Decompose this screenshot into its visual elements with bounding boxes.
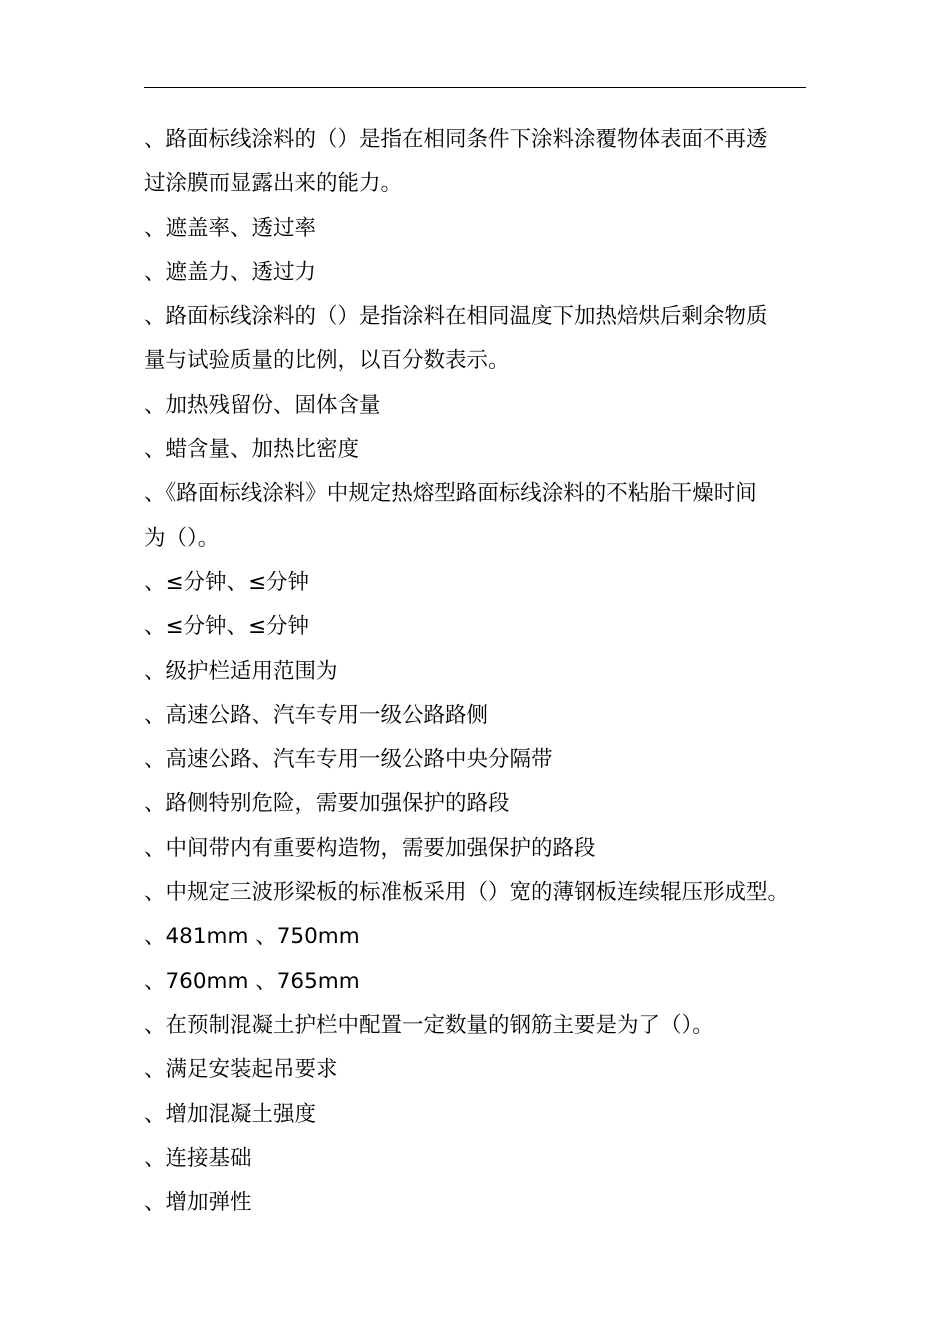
text-line-q1-part2: 过涂膜而显露出来的能力。	[144, 171, 403, 197]
header-rule	[144, 87, 806, 88]
document-body	[144, 118, 808, 1225]
option-line: 、≤分钟、≤分钟	[144, 569, 310, 595]
option-line: 、高速公路、汽车专用一级公路中央分隔带	[144, 747, 553, 773]
option-line: 、高速公路、汽车专用一级公路路侧	[144, 702, 489, 728]
option-line: 、路侧特别危险，需要加强保护的路段	[144, 791, 510, 817]
text-line-q6: 、在预制混凝土护栏中配置一定数量的钢筋主要是为了（）。	[144, 1012, 714, 1038]
text-line-q2-part1: 、路面标线涂料的（）是指涂料在相同温度下加热焙烘后剩余物质	[144, 304, 768, 330]
text-line-q1-part1: 、路面标线涂料的（）是指在相同条件下涂料涂覆物体表面不再透	[144, 127, 768, 152]
option-line: 、≤分钟、≤分钟	[144, 614, 310, 640]
option-line: 、760mm 、765mm	[144, 968, 360, 994]
option-line: 、连接基础	[144, 1145, 252, 1171]
text-line-q5: 、中规定三波形梁板的标准板采用（）宽的薄钢板连续辊压形成型。	[144, 880, 790, 906]
text-line-q3-part1: 、《路面标线涂料》中规定热熔型路面标线涂料的不粘胎干燥时间	[144, 481, 757, 507]
option-line: 、增加混凝土强度	[144, 1101, 317, 1127]
text-line-q3-part2: 为（）。	[144, 525, 220, 551]
option-line: 、遮盖率、透过率	[144, 215, 317, 241]
option-line: 、遮盖力、透过力	[144, 259, 317, 285]
text-line-q2-part2: 量与试验质量的比例，以百分数表示。	[144, 348, 510, 374]
option-line: 、481mm 、750mm	[144, 924, 360, 950]
option-line: 、增加弹性	[144, 1190, 252, 1216]
option-line: 、满足安装起吊要求	[144, 1057, 338, 1083]
option-line: 、蜡含量、加热比密度	[144, 437, 360, 463]
option-line: 、中间带内有重要构造物，需要加强保护的路段	[144, 835, 596, 861]
option-line: 、加热残留份、固体含量	[144, 392, 381, 418]
text-line-q4: 、级护栏适用范围为	[144, 658, 338, 684]
